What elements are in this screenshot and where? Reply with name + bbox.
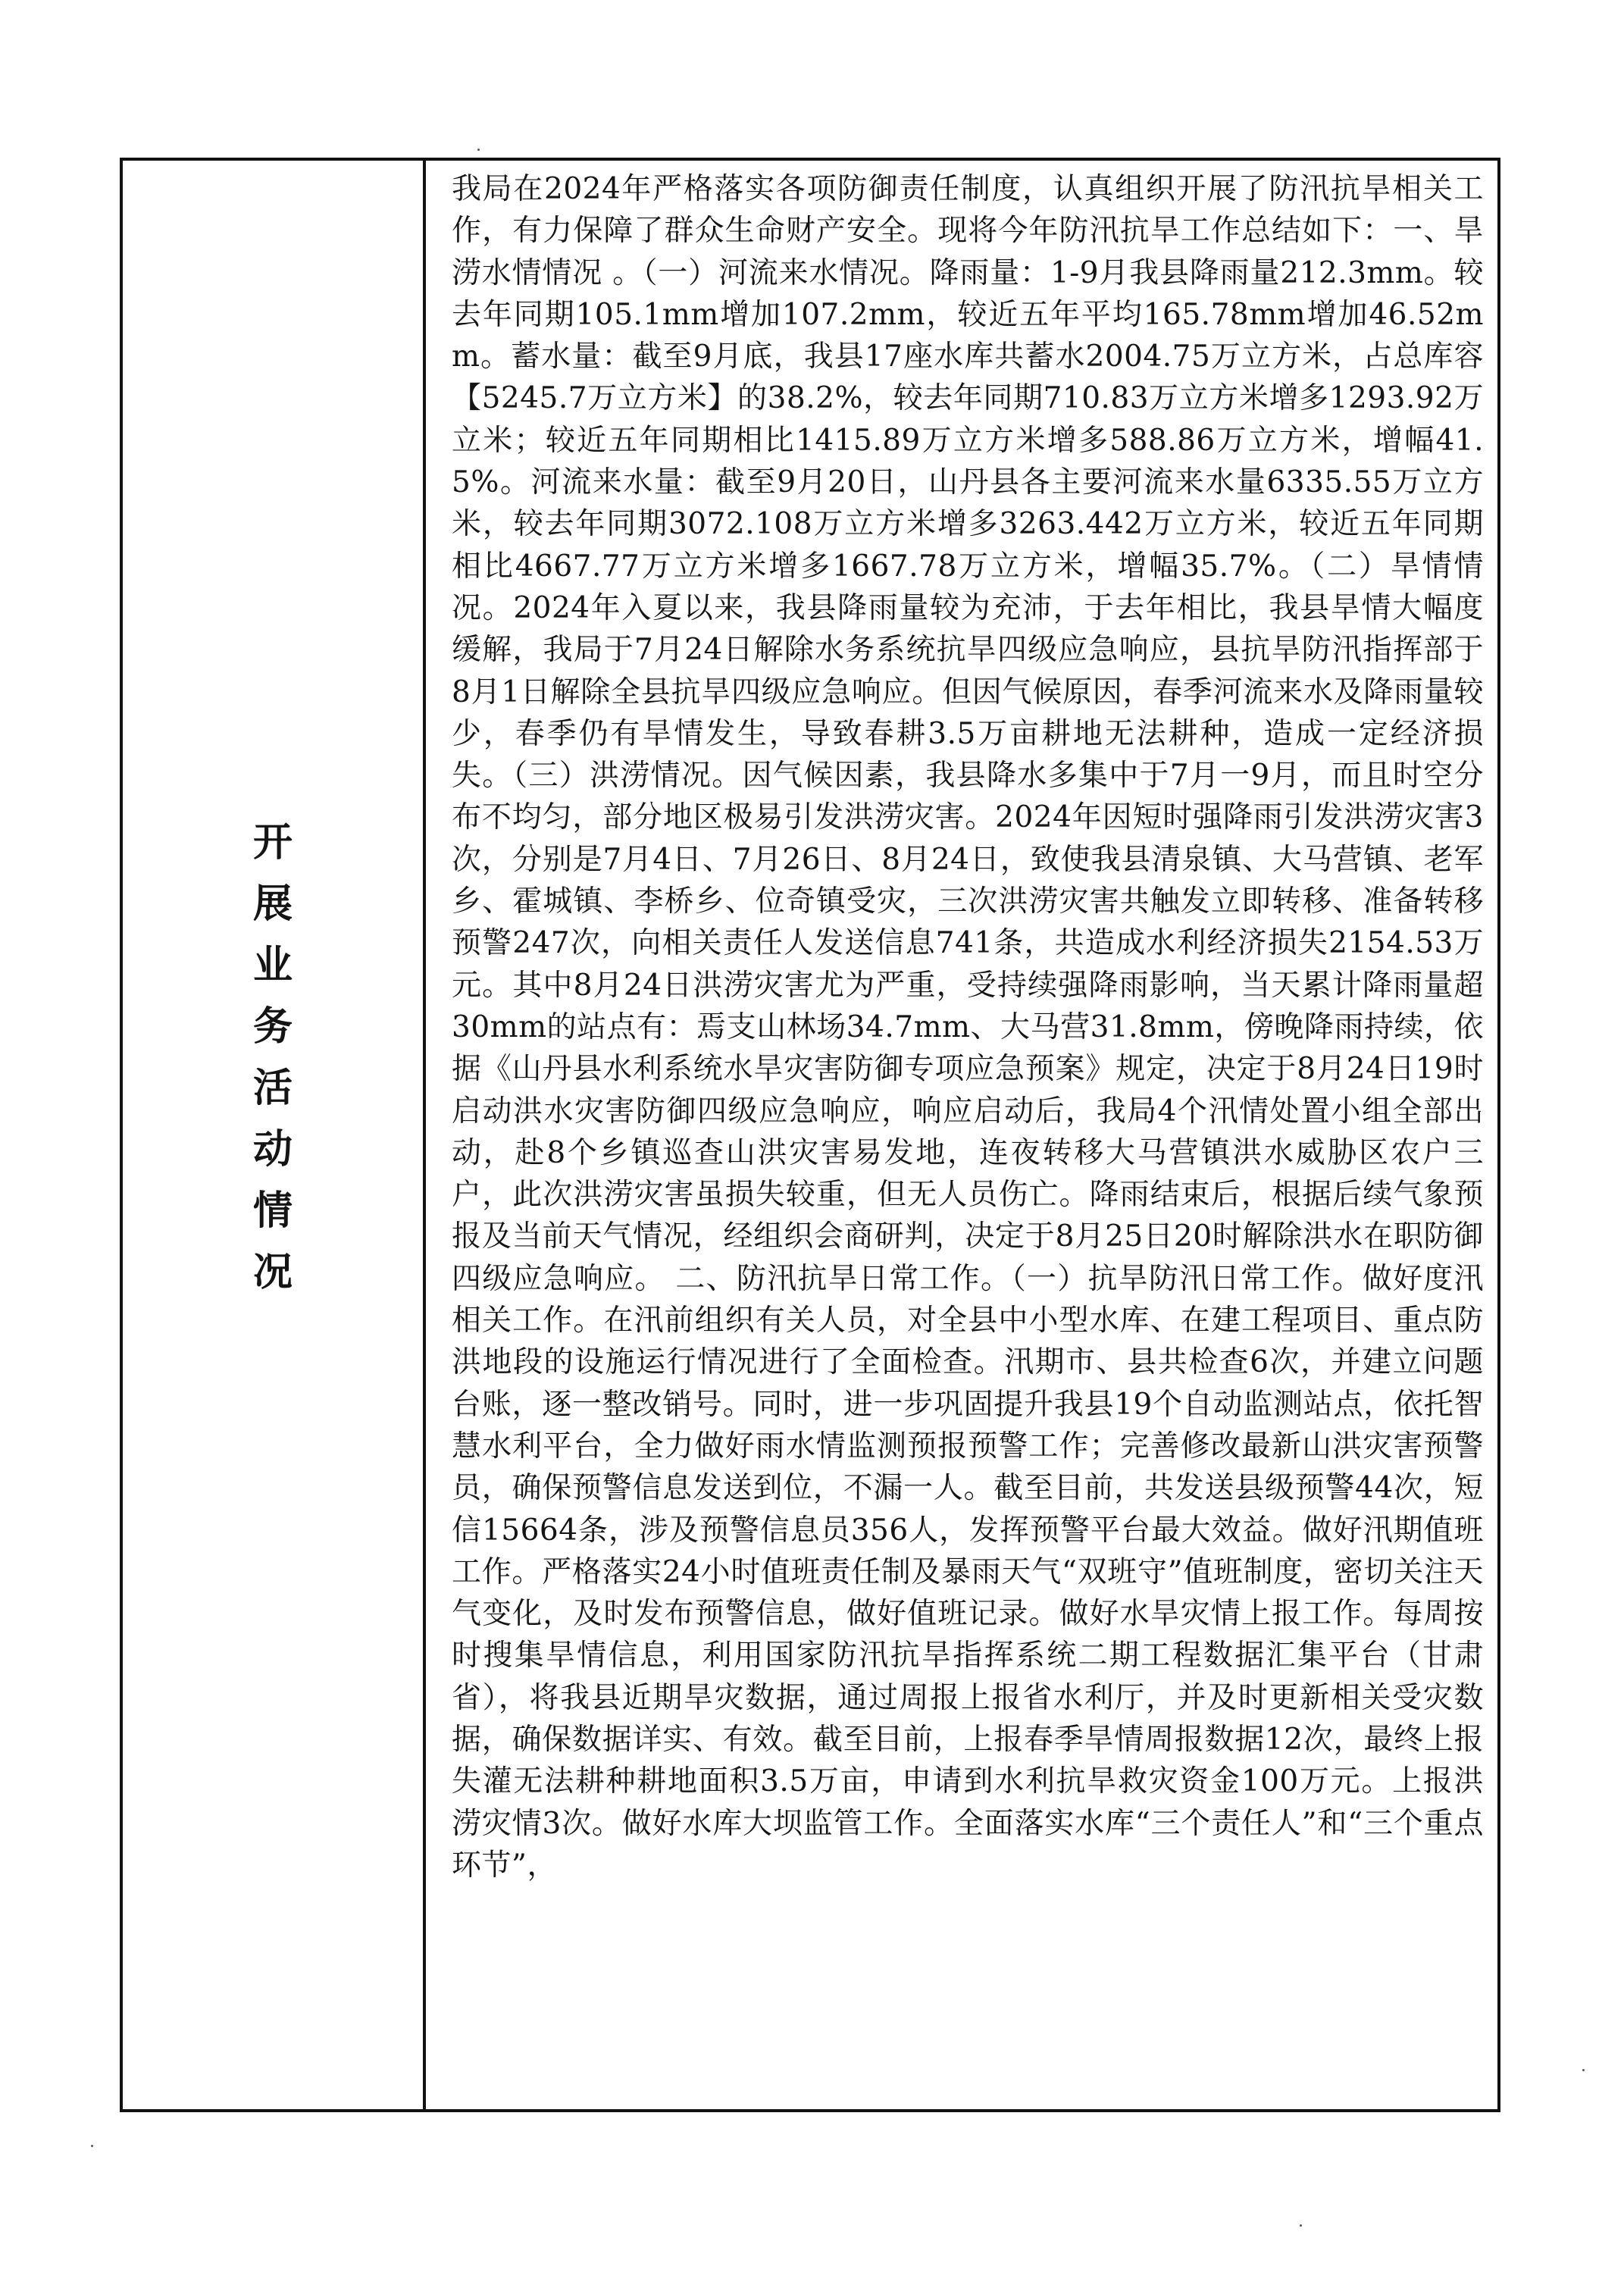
scan-speck [1582, 2069, 1585, 2071]
row-label [123, 812, 423, 1304]
row-label-char: 动 [252, 1127, 293, 1172]
row-label-char: 业 [252, 943, 293, 988]
row-label-char: 务 [252, 1004, 293, 1050]
row-label-char: 活 [252, 1066, 293, 1111]
scan-speck [1300, 2224, 1302, 2227]
content-cell [426, 161, 1497, 2109]
row-label-char: 开 [252, 820, 293, 865]
row-label-cell [123, 161, 426, 2109]
report-form-table [120, 158, 1500, 2112]
row-label-char: 情 [252, 1188, 293, 1234]
scan-speck [477, 149, 480, 151]
scan-speck [91, 2145, 93, 2147]
work-summary-text: 我局在2024年严格落实各项防御责任制度，认真组织开展了防汛抗旱相关工作，有力保障了群众生命财产安全。现将今年防汛抗旱工作总结如下：一、旱涝水情情况 。（一）河流来水情况。降雨量：1-9月我县降雨量212.3mm。较去年同期105.1mm增加107.2mm，较近五年平均165.78mm增加46.52mm。蓄水量：截至9月底，我县17座水库共蓄水2004.75万立方米，占总库容【5245.7万立方米】的38.2%，较去年同期710.83万立方米增多1293.92万立米；较近五年同期相比1415.89万立方米增多588.86万立方米，增幅41.5%。河流来水量：截至9月20日，山丹县各主要河流来水量6335.55万立方米，较去年同期3072.108万立方米增多3263.442万立方米，较近五年同期相比4667.77万立方米增多1667.78万立方米，增幅35.7%。（二）旱情情况。2024年入夏以来，我县降雨量较为充沛，于去年相比，我县旱情大幅度缓解，我局于7月24日解除水务系统抗旱四级应急响应，县抗旱防汛指挥部于8月1日解除全县抗旱四级应急响应。但因气候原因，春季河流来水及降雨量较少，春季仍有旱情发生，导致春耕3.5万亩耕地无法耕种，造成一定经济损失。（三）洪涝情况。因气候因素，我县降水多集中于7月一9月，而且时空分布不均匀，部分地区极易引发洪涝灾害。2024年因短时强降雨引发洪涝灾害3次，分别是7月4日、7月26日、8月24日，致使我县清泉镇、大马营镇、老军乡、霍城镇、李桥乡、位奇镇受灾，三次洪涝灾害共触发立即转移、准备转移预警247次，向相关责任人发送信息741条，共造成水利经济损失2154.53万元。其中8月24日洪涝灾害尤为严重，受持续强降雨影响，当天累计降雨量超30mm的站点有：焉支山林场34.7mm、大马营31.8mm，傍晚降雨持续，依据《山丹县水利系统水旱灾害防御专项应急预案》规定，决定于8月24日19时启动洪水灾害防御四级应急响应，响应启动后，我局4个汛情处置小组全部出动，赴8个乡镇巡查山洪灾害易发地，连夜转移大马营镇洪水威胁区农户三户，此次洪涝灾害虽损失较重，但无人员伤亡。降雨结束后，根据后续气象预报及当前天气情况，经组织会商研判，决定于8月25日20时解除洪水在职防御四级应急响应。 二、防汛抗旱日常工作。（一）抗旱防汛日常工作。做好度汛相关工作。在汛前组织有关人员，对全县中小型水库、在建工程项目、重点防洪地段的设施运行情况进行了全面检查。汛期市、县共检查6次，并建立问题台账，逐一整改销号。同时，进一步巩固提升我县19个自动监测站点，依托智慧水利平台，全力做好雨水情监测预报预警工作；完善修改最新山洪灾害预警员，确保预警信息发送到位，不漏一人。截至目前，共发送县级预警44次，短信15664条，涉及预警信息员356人，发挥预警平台最大效益。做好汛期值班工作。严格落实24小时值班责任制及暴雨天气“双班守”值班制度，密切关注天气变化，及时发布预警信息，做好值班记录。做好水旱灾情上报工作。每周按时搜集旱情信息，利用国家防汛抗旱指挥系统二期工程数据汇集平台（甘肃省），将我县近期旱灾数据，通过周报上报省水利厅，并及时更新相关受灾数据，确保数据详实、有效。截至目前，上报春季旱情周报数据12次，最终上报失灌无法耕种耕地面积3.5万亩，申请到水利抗旱救灾资金100万元。上报洪涝灾情3次。做好水库大坝监管工作。全面落实水库“三个责任人”和“三个重点环节”， [452, 172, 1484, 1883]
row-label-char: 展 [252, 881, 293, 927]
row-label-char: 况 [252, 1250, 293, 1295]
